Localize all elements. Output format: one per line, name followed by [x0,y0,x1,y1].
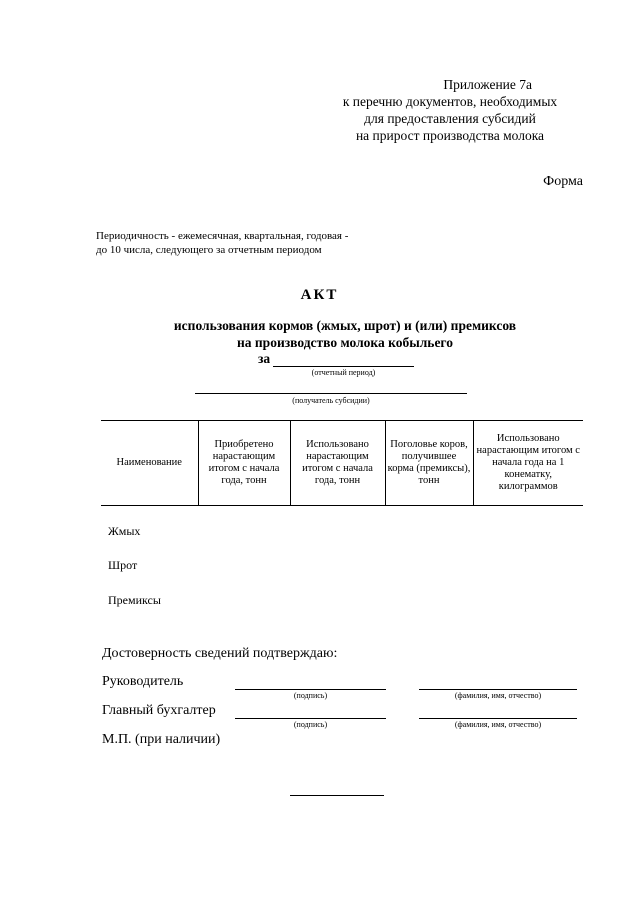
header-livestock: Поголовье коров, получившее корма (премиксы), тонн [385,421,473,506]
document-subtitle [0,317,639,351]
head-signature-line[interactable] [235,689,386,690]
appendix-number: Приложение 7а [443,77,532,92]
accountant-signature-line[interactable] [235,718,386,719]
head-label: Руководитель [102,674,184,689]
head-name-caption: (фамилия, имя, отчество) [454,691,542,700]
confirmation-text: Достоверность сведений подтверждаю: [102,646,338,661]
appendix-line: к перечню документов, необходимых [342,94,558,109]
table-row: Премиксы [108,593,161,607]
recipient-caption: (получатель субсидии) [292,396,370,405]
period-label: за [258,351,271,366]
header-purchased: Приобретено нарастающим итогом с начала года, тонн [198,421,290,506]
head-name-line[interactable] [419,689,577,690]
periodicity-line: до 10 числа, следующего за отчетным периодом [96,244,322,256]
appendix-header [300,76,600,144]
period-input-line[interactable] [273,366,414,367]
form-label: Форма [543,174,583,189]
accountant-name-line[interactable] [419,718,577,719]
table-row: Жмых [108,524,141,538]
footer-divider [290,795,384,796]
header-used-per-mare: Использовано нарастающим итогом с начала года на 1 конематку, килограммов [473,421,583,506]
appendix-line: для предоставления субсидий [364,111,536,126]
recipient-input-line[interactable] [195,393,467,394]
appendix-line: на прирост производства молока [355,128,545,143]
table-row: Шрот [108,558,138,572]
periodicity-note [96,229,348,257]
document-title: АКТ [300,287,339,303]
subtitle-line: на производство молока кобыльего [237,335,453,350]
head-signature-caption: (подпись) [293,691,328,700]
periodicity-line: Периодичность - ежемесячная, квартальная, годовая - [96,230,349,242]
seal-label: М.П. (при наличии) [102,732,221,747]
header-used: Использовано нарастающим итогом с начала года, тонн [290,421,385,506]
usage-table [101,420,583,506]
subtitle-line: использования кормов (жмых, шрот) и (или) премиксов [173,318,517,333]
header-name: Наименование [101,421,198,506]
period-caption: (отчетный период) [311,368,376,377]
accountant-label: Главный бухгалтер [102,703,216,718]
table-header-row [101,421,583,506]
accountant-signature-caption: (подпись) [293,720,328,729]
accountant-name-caption: (фамилия, имя, отчество) [454,720,542,729]
